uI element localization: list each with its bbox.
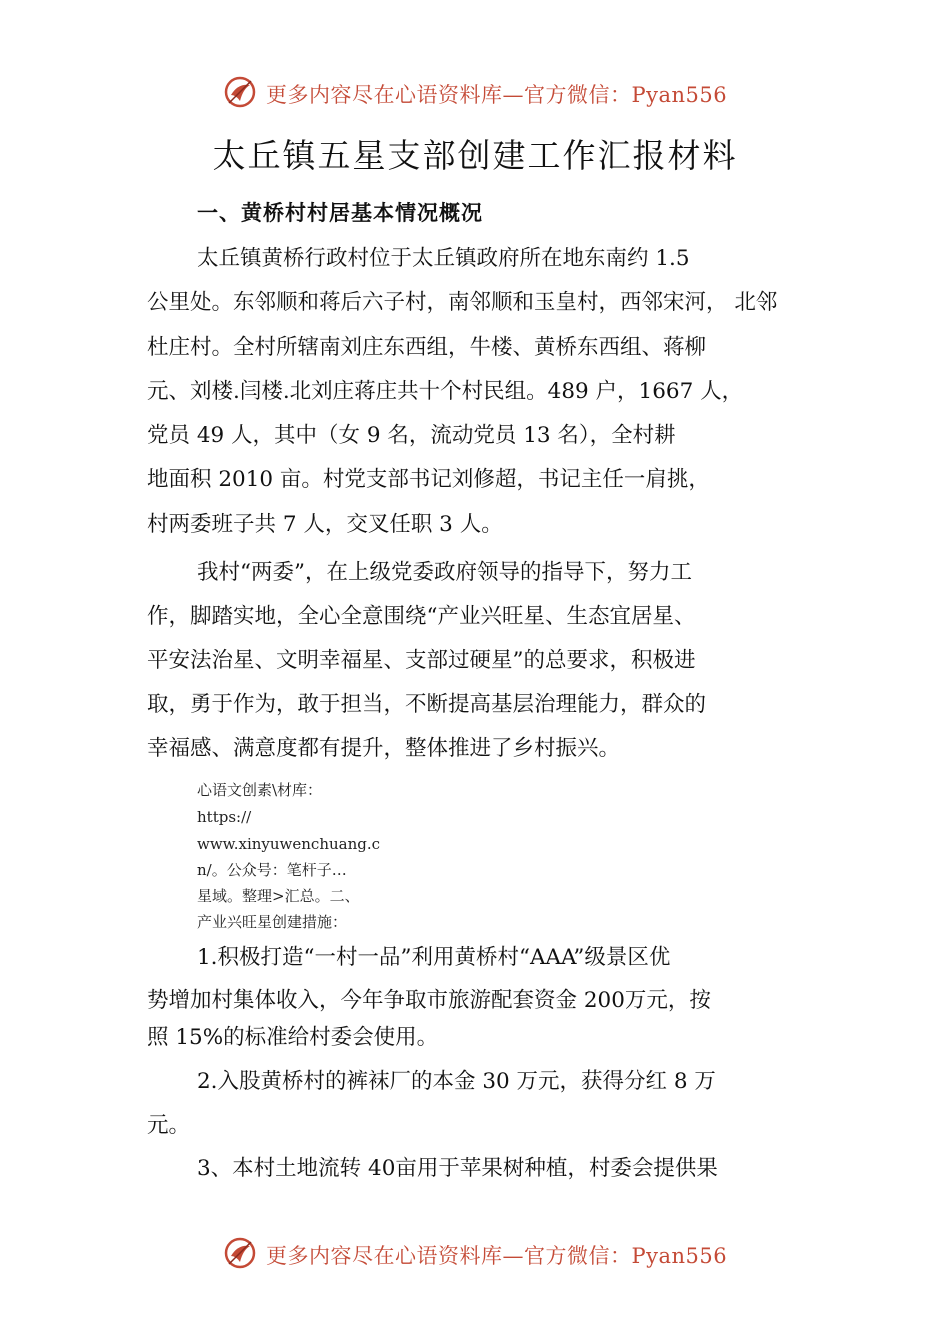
note-line: www.xinyuwenchuang.c xyxy=(197,835,381,853)
measure-line: 1.积极打造“一村一品”利用黄桥村“AAA”级景区优 xyxy=(197,945,671,970)
paragraph-line: 党员 49 人，其中（女 9 名，流动党员 13 名），全村耕 xyxy=(147,423,676,448)
section-heading: 一、黄桥村村居基本情况概况 xyxy=(197,201,483,225)
measure-line: 2.入股黄桥村的裤袜厂的本金 30 万元，获得分红 8 万 xyxy=(197,1069,716,1094)
watermark-footer xyxy=(0,1236,950,1274)
paragraph-line: 杜庄村。全村所辖南刘庄东西组，牛楼、黄桥东西组、蒋柳 xyxy=(147,335,707,360)
watermark-header xyxy=(0,75,950,113)
note-line: https:// xyxy=(197,808,252,826)
watermark-text: 更多内容尽在心语资料库—官方微信：Pyan556 xyxy=(265,83,728,107)
measure-line: 3、本村土地流转 40亩用于苹果树种植，村委会提供果 xyxy=(197,1156,718,1181)
note-line: 心语文创素\材库： xyxy=(197,781,323,799)
watermark-text: 更多内容尽在心语资料库—官方微信：Pyan556 xyxy=(265,1244,728,1268)
paragraph-line: 地面积 2010 亩。村党支部书记刘修超，书记主任一肩挑， xyxy=(147,467,710,492)
paragraph-line: 幸福感、满意度都有提升，整体推进了乡村振兴。 xyxy=(147,736,621,761)
paragraph-line: 村两委班子共 7 人，交叉任职 3 人。 xyxy=(147,512,503,537)
measure-line: 势增加村集体收入，今年争取市旅游配套资金 200万元，按 xyxy=(147,988,711,1013)
paragraph-line: 取，勇于作为，敢于担当，不断提高基层治理能力，群众的 xyxy=(147,692,707,717)
page-title: 太丘镇五星支部创建工作汇报材料 xyxy=(212,136,738,175)
logo-icon xyxy=(223,75,257,113)
paragraph-line: 太丘镇黄桥行政村位于太丘镇政府所在地东南约 1.5 xyxy=(197,246,690,271)
note-line: 产业兴旺星创建措施： xyxy=(197,913,348,931)
note-line: 星域。整理>汇总。二、 xyxy=(197,887,360,905)
paragraph-line: 平安法治星、文明幸福星、支部过硬星”的总要求，积极进 xyxy=(147,648,696,673)
logo-icon xyxy=(223,1236,257,1274)
paragraph-line: 我村“两委”，在上级党委政府领导的指导下，努力工 xyxy=(197,560,692,585)
measure-line: 照 15%的标准给村委会使用。 xyxy=(147,1025,439,1050)
paragraph-line: 元、刘楼.闫楼.北刘庄蒋庄共十个村民组。489 户，1667 人， xyxy=(147,379,744,404)
measure-line: 元。 xyxy=(147,1113,191,1138)
note-line: n/。公众号：笔杆子… xyxy=(197,861,347,879)
paragraph-line: 公里处。东邻顺和蒋后六子村，南邻顺和玉皇村，西邻宋河， 北邻 xyxy=(147,290,778,315)
paragraph-line: 作，脚踏实地，全心全意围绕“产业兴旺星、生态宜居星、 xyxy=(147,604,696,629)
